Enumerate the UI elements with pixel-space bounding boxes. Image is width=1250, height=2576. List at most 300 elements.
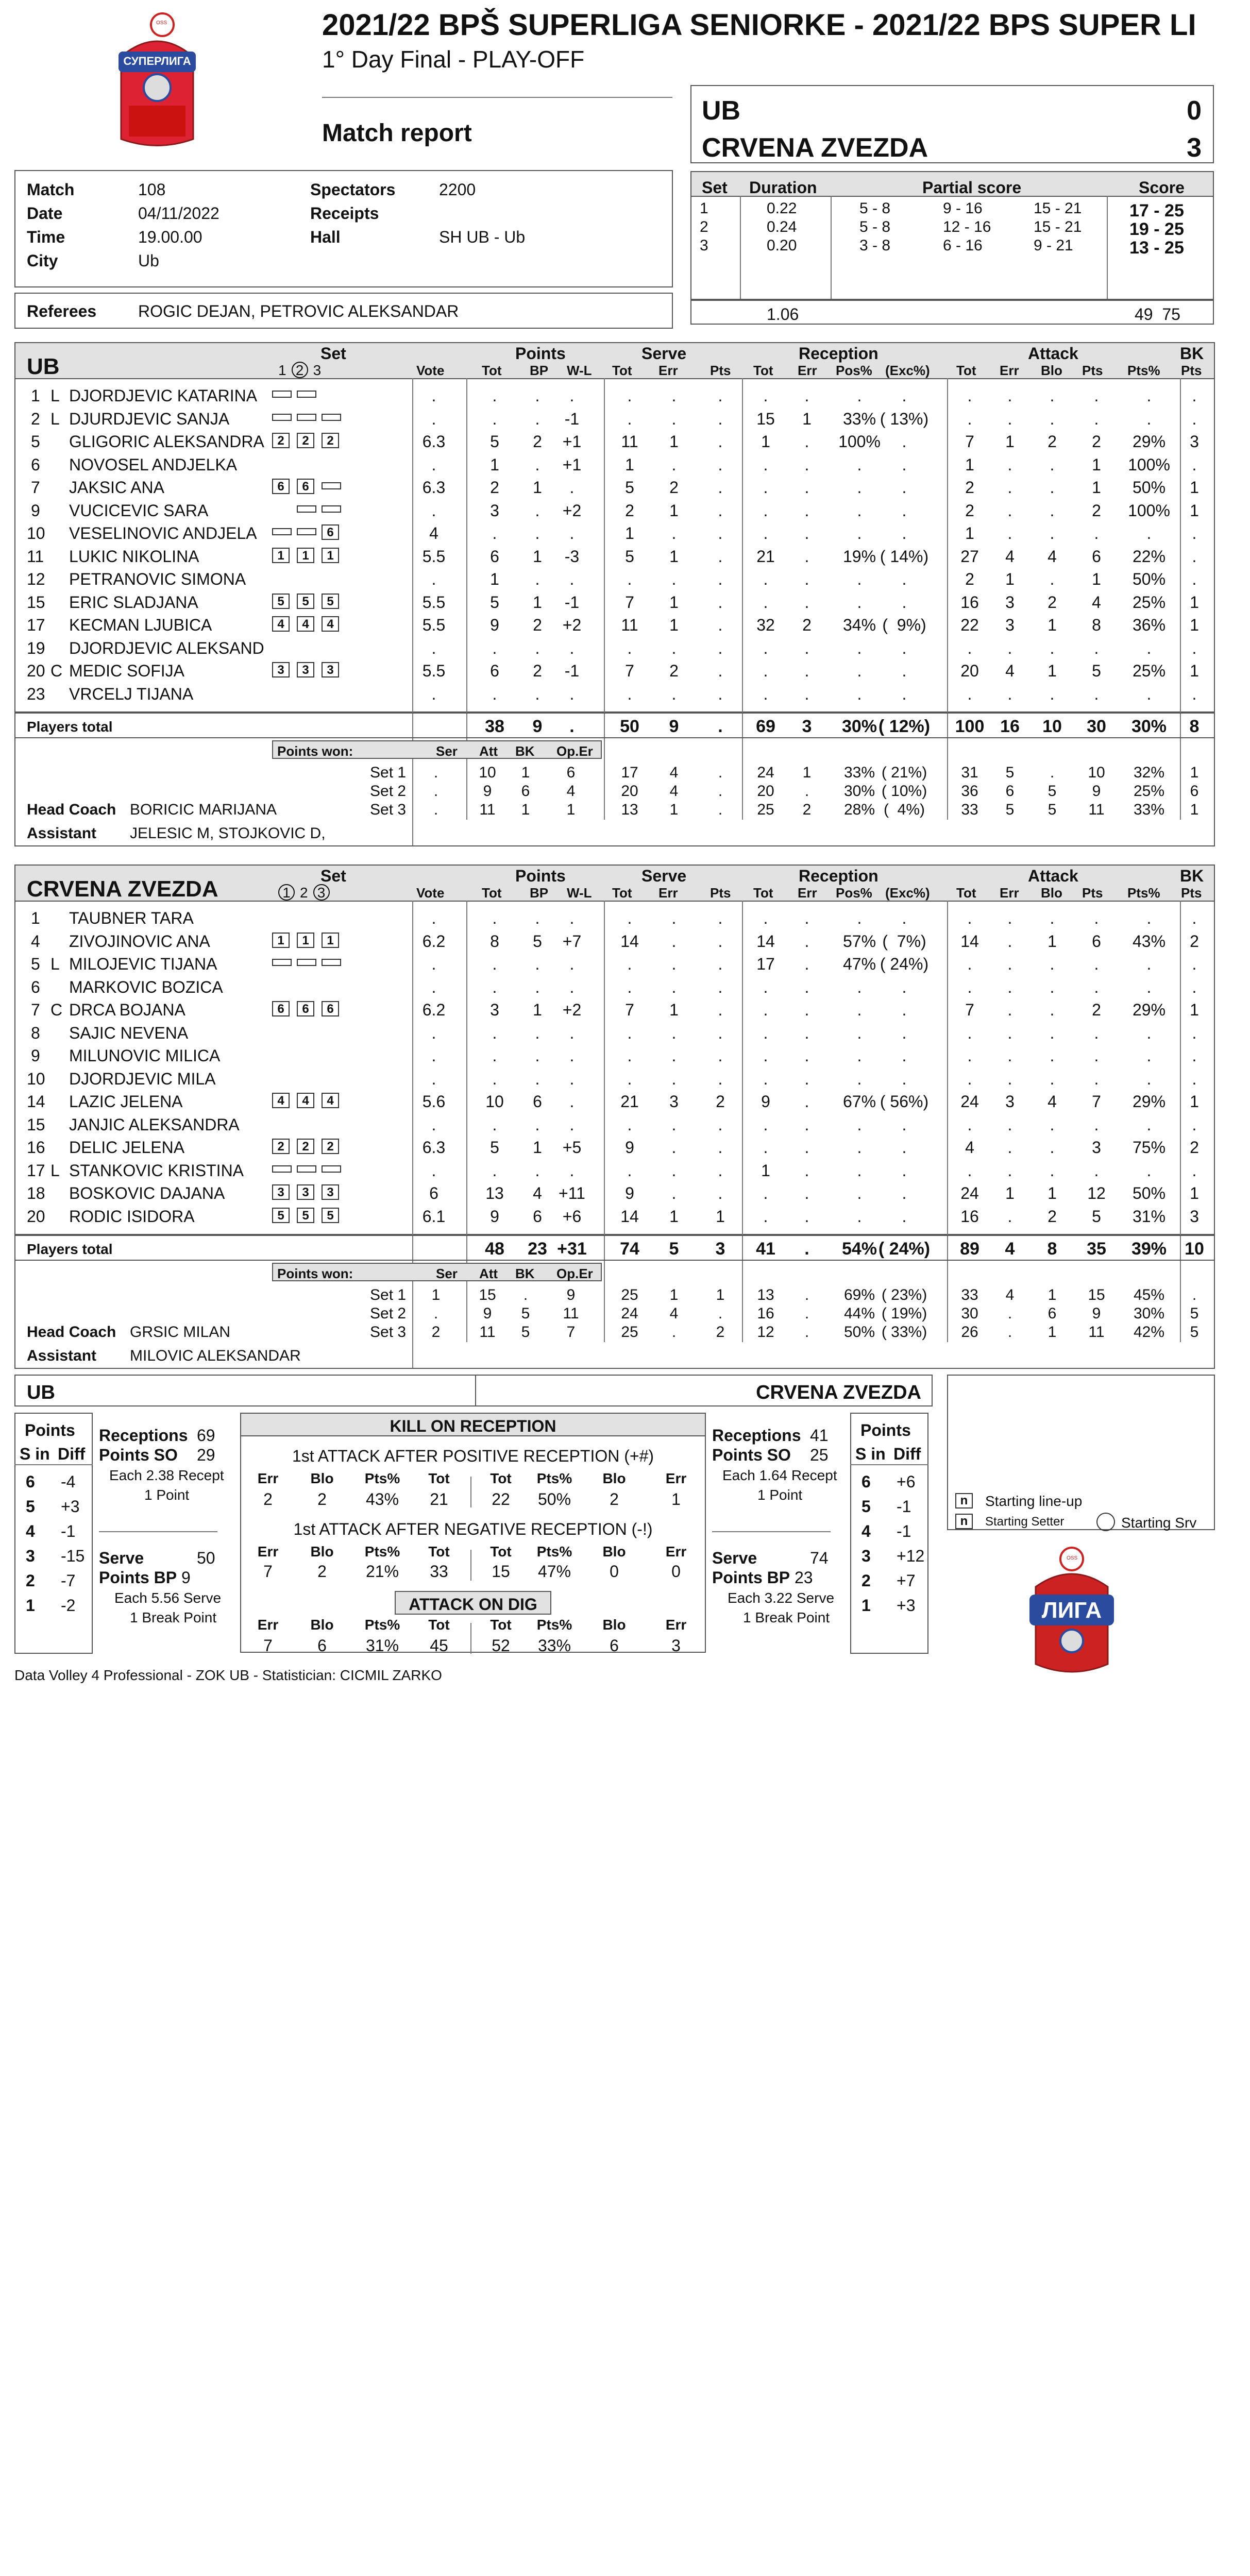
- points-bp-label: Points BP: [712, 1568, 790, 1587]
- set-att: 10: [479, 764, 496, 781]
- player-role: L: [50, 1161, 60, 1180]
- kill-value: 45: [430, 1636, 448, 1655]
- stat-pos: .: [857, 501, 862, 520]
- col-sub-err: Err: [1000, 363, 1019, 378]
- each-serve-point: 1 Break Point: [130, 1609, 217, 1625]
- stat-tot: 13: [485, 1184, 504, 1202]
- stat-exc: .: [902, 386, 907, 405]
- set-att: 11: [479, 801, 496, 818]
- set-serr: 4: [669, 1305, 679, 1322]
- kill-col-header: Pts%: [536, 1544, 572, 1560]
- substitute-marker: [297, 528, 316, 535]
- stat-bk: .: [1192, 909, 1197, 927]
- stat-wl: +11: [559, 1184, 585, 1202]
- stat-bk: .: [1192, 1161, 1197, 1180]
- stat-atot: 7: [965, 1001, 974, 1019]
- stat-bp: 5: [533, 931, 542, 951]
- lineup-position: 1: [297, 548, 314, 563]
- stat-serr: 3: [669, 1092, 679, 1111]
- player-number: 8: [31, 1023, 40, 1042]
- stat-atot: 2: [965, 570, 974, 588]
- stat-tot: .: [492, 1161, 497, 1180]
- stat-rtot: 1: [761, 432, 770, 451]
- lineup-position: 5: [272, 594, 290, 609]
- stat-atot: .: [967, 909, 972, 927]
- set-partial-3: 15 - 21: [1034, 200, 1082, 217]
- stat-wl: +2: [562, 616, 582, 634]
- set-exc: ( 4%): [883, 801, 925, 818]
- set-serr: 1: [669, 1286, 679, 1303]
- col-sub-bp: BP: [530, 885, 549, 901]
- total-score: 49 75: [1135, 305, 1180, 324]
- substitute-marker: [272, 1165, 292, 1173]
- kill-col-header: Blo: [602, 1617, 626, 1633]
- stat-spts: .: [718, 1161, 723, 1180]
- stat-aerr: .: [1007, 501, 1012, 520]
- set-partial-3: 9 - 21: [1034, 237, 1073, 254]
- stat-stot: .: [627, 409, 632, 428]
- lineup-position: 4: [272, 1093, 290, 1108]
- stat-rtot: .: [763, 592, 768, 612]
- stat-bp: .: [535, 1161, 540, 1180]
- stat-vote: 6: [429, 1184, 438, 1202]
- stat-exc: .: [902, 501, 907, 520]
- stat-spts: .: [718, 592, 723, 612]
- stat-wl: +7: [562, 931, 582, 951]
- kill-col-header: Tot: [428, 1617, 450, 1633]
- stat-aerr: .: [1007, 1023, 1012, 1042]
- stat-vote: .: [431, 684, 436, 703]
- stat-rtot: .: [763, 524, 768, 543]
- stat-aerr: .: [1007, 1115, 1012, 1134]
- stat-tot: 3: [490, 1001, 499, 1019]
- col-sub-ptsp: Pts%: [1127, 363, 1160, 378]
- set-atot: 33: [961, 1286, 978, 1303]
- col-sub-wl: W-L: [567, 363, 592, 378]
- stat-atot: .: [967, 1115, 972, 1134]
- lineup-position: 5: [272, 1208, 290, 1223]
- stat-pos: .: [857, 1046, 862, 1065]
- set-rtot: 20: [757, 783, 774, 800]
- stat-spts: .: [718, 1046, 723, 1065]
- total-serr: 5: [669, 1239, 679, 1259]
- stat-tot: 5: [490, 1138, 499, 1157]
- stat-exc: .: [902, 1001, 907, 1019]
- stat-stot: 7: [625, 1001, 634, 1019]
- rotation-number: 6: [26, 1472, 35, 1491]
- assistant-name: MILOVIC ALEKSANDAR: [130, 1347, 301, 1364]
- stat-rtot: .: [763, 501, 768, 520]
- total-pos: 30%: [841, 717, 877, 736]
- total-apts: 30: [1087, 717, 1106, 736]
- stat-ablo: .: [1050, 1115, 1055, 1134]
- stat-spts: .: [718, 501, 723, 520]
- stat-exc: .: [902, 638, 907, 657]
- kill-value: 2: [317, 1490, 327, 1509]
- stat-rtot: 17: [756, 955, 775, 973]
- stat-spts: .: [718, 1001, 723, 1019]
- stat-bp: 4: [533, 1184, 542, 1202]
- points-won-col-bk: BK: [515, 1266, 535, 1281]
- col-sub-pts: Pts: [1181, 363, 1202, 378]
- kill-value: 0: [671, 1562, 681, 1581]
- rotation-number: 3: [26, 1547, 35, 1565]
- rotation-diff: +6: [897, 1472, 916, 1491]
- stat-rtot: 21: [756, 547, 775, 566]
- total-bp: 9: [532, 717, 543, 736]
- stat-stot: .: [627, 570, 632, 588]
- stat-ablo: 1: [1048, 662, 1057, 680]
- stat-bp: 1: [533, 592, 542, 612]
- lineup-position: 3: [272, 1184, 290, 1200]
- stat-serr: .: [671, 386, 677, 405]
- rotation-diff: +7: [897, 1571, 916, 1590]
- stat-aerr: .: [1007, 1207, 1012, 1226]
- stat-wl: .: [569, 638, 575, 657]
- set-exc: ( 23%): [881, 1286, 927, 1303]
- date-label: Date: [27, 204, 63, 223]
- lineup-position: 6: [272, 1001, 290, 1016]
- set-rerr: .: [804, 783, 809, 800]
- stat-tot: 1: [490, 455, 499, 474]
- kill-value: 52: [492, 1636, 510, 1655]
- stat-bk: .: [1192, 1069, 1197, 1088]
- stat-tot: 5: [490, 432, 499, 451]
- lineup-position: 2: [272, 1139, 290, 1154]
- rotation-sin-label: S in: [20, 1445, 50, 1463]
- stat-atot: .: [967, 1069, 972, 1088]
- footer-text: Data Volley 4 Professional - ZOK UB - Statistician: CICMIL ZARKO: [14, 1667, 442, 1683]
- points-bp-value: 23: [795, 1568, 813, 1587]
- stat-appct: 50%: [1132, 570, 1166, 588]
- stat-apts: .: [1094, 1161, 1099, 1180]
- kill-col-header: Err: [665, 1617, 687, 1633]
- set-serr: 4: [669, 783, 679, 800]
- set-serr: 4: [669, 764, 679, 781]
- stat-serr: .: [671, 409, 677, 428]
- total-appct: 39%: [1131, 1239, 1167, 1259]
- player-name: DJORDJEVIC ALEKSAND: [69, 638, 264, 657]
- kill-value: 15: [492, 1562, 510, 1581]
- title-divider: [322, 97, 672, 98]
- stat-wl: .: [569, 524, 575, 543]
- match-city: Ub: [138, 251, 159, 270]
- set-oper: 1: [566, 801, 576, 818]
- set-label: Set 1: [370, 764, 407, 781]
- negative-title: 1st ATTACK AFTER NEGATIVE RECEPTION (-!): [293, 1520, 653, 1538]
- kill-value: 7: [263, 1636, 273, 1655]
- stat-appct: 22%: [1132, 547, 1166, 566]
- away-team-name: CRVENA ZVEZDA: [702, 133, 928, 163]
- stat-serr: .: [671, 977, 677, 996]
- set-number: 2: [700, 218, 708, 235]
- set-mark-3: 3: [313, 884, 330, 901]
- stat-stot: .: [627, 684, 632, 703]
- liga-logo-text: ЛИГА: [1041, 1598, 1102, 1623]
- stat-vote: .: [431, 455, 436, 474]
- match-date: 04/11/2022: [138, 204, 219, 223]
- stat-bp: 1: [533, 1001, 542, 1019]
- stat-wl: .: [569, 684, 575, 703]
- stat-appct: .: [1146, 955, 1152, 973]
- head-coach-label: Head Coach: [27, 1324, 116, 1341]
- col-sub-tot: Tot: [753, 363, 773, 378]
- hall-label: Hall: [310, 228, 341, 246]
- stat-bp: 1: [533, 1138, 542, 1157]
- each-serve: Each 5.56 Serve: [114, 1590, 222, 1606]
- stat-pos: .: [857, 909, 862, 927]
- stat-aerr: .: [1007, 478, 1012, 497]
- stat-vote: 5.5: [422, 616, 446, 634]
- lineup-position: 1: [322, 548, 339, 563]
- substitute-marker: [297, 1165, 316, 1173]
- rotation-diff: +12: [897, 1547, 925, 1565]
- stat-appct: 31%: [1132, 1207, 1166, 1226]
- stat-apts: 2: [1092, 1001, 1101, 1019]
- col-sub-pts: Pts: [1181, 885, 1202, 901]
- rotation-diff: -2: [61, 1596, 76, 1615]
- col-sub-bp: BP: [530, 363, 549, 378]
- sets-header-set: Set: [702, 178, 728, 197]
- stat-aerr: .: [1007, 1001, 1012, 1019]
- stat-tot: .: [492, 684, 497, 703]
- kill-value: 50%: [537, 1490, 571, 1509]
- stat-pos: 33%: [842, 409, 876, 428]
- stat-pos: .: [857, 1069, 862, 1088]
- lineup-position: 3: [297, 1184, 314, 1200]
- kill-value: 1: [671, 1490, 681, 1509]
- match-info-box: [14, 170, 673, 287]
- positive-title: 1st ATTACK AFTER POSITIVE RECEPTION (+#): [292, 1447, 654, 1465]
- stat-rerr: .: [804, 931, 809, 951]
- stat-appct: 29%: [1132, 432, 1166, 451]
- set-rtot: 12: [757, 1324, 774, 1341]
- stat-wl: -1: [564, 662, 580, 680]
- stat-exc: .: [902, 909, 907, 927]
- set-bk2: 6: [1190, 783, 1199, 800]
- set-appct: 45%: [1133, 1286, 1165, 1303]
- stat-appct: .: [1146, 638, 1152, 657]
- stat-rerr: .: [804, 638, 809, 657]
- rotation-number: 3: [862, 1547, 871, 1565]
- stat-vote: 5.5: [422, 662, 446, 680]
- stat-ablo: .: [1050, 478, 1055, 497]
- rotation-number: 5: [862, 1497, 871, 1516]
- spectators-label: Spectators: [310, 180, 396, 199]
- stat-spts: .: [718, 638, 723, 657]
- stat-pos: .: [857, 1161, 862, 1180]
- stat-rtot: .: [763, 909, 768, 927]
- stat-pos: 100%: [838, 432, 881, 451]
- stat-wl: +1: [562, 432, 582, 451]
- kill-col-header: Err: [257, 1470, 279, 1486]
- stat-wl: +2: [562, 1001, 582, 1019]
- total-stot: 50: [620, 717, 639, 736]
- stat-aerr: 4: [1005, 547, 1015, 566]
- stat-spts: .: [718, 931, 723, 951]
- stat-bk: .: [1192, 1023, 1197, 1042]
- stat-bk: .: [1192, 455, 1197, 474]
- points-won-label: Points won:: [277, 1266, 353, 1281]
- set-ablo: 1: [1048, 1324, 1057, 1341]
- stat-bk: 1: [1190, 1001, 1199, 1019]
- set-spts: .: [718, 764, 723, 781]
- stat-aerr: .: [1007, 638, 1012, 657]
- stat-spts: .: [718, 955, 723, 973]
- lineup-position: 1: [322, 933, 339, 948]
- stat-vote: .: [431, 909, 436, 927]
- stat-exc: .: [902, 1023, 907, 1042]
- stat-pos: .: [857, 684, 862, 703]
- player-number: 18: [27, 1184, 45, 1202]
- stat-apts: 2: [1092, 501, 1101, 520]
- stat-stot: 5: [625, 478, 634, 497]
- stat-rtot: .: [763, 1207, 768, 1226]
- stat-pos: .: [857, 386, 862, 405]
- col-sub-tot: Tot: [612, 885, 632, 901]
- set-ser: 2: [431, 1324, 441, 1341]
- stat-atot: .: [967, 955, 972, 973]
- lineup-position: 6: [272, 479, 290, 494]
- stat-atot: 24: [960, 1184, 979, 1202]
- stat-atot: .: [967, 409, 972, 428]
- set-oper: 11: [563, 1305, 579, 1322]
- total-spts: .: [718, 717, 723, 736]
- legend-lineup-box: n: [955, 1493, 973, 1509]
- lineup-position: 2: [322, 1139, 339, 1154]
- col-sub-pts: Pts: [1082, 363, 1103, 378]
- assistant-label: Assistant: [27, 825, 97, 842]
- team-name: UB: [27, 354, 60, 379]
- stat-ablo: .: [1050, 977, 1055, 996]
- stat-bk: 1: [1190, 592, 1199, 612]
- total-tot: 48: [485, 1239, 504, 1259]
- stat-atot: .: [967, 638, 972, 657]
- stat-stot: .: [627, 1046, 632, 1065]
- set-atot: 30: [961, 1305, 978, 1322]
- each-reception-point: 1 Point: [757, 1487, 803, 1503]
- set-exc: ( 33%): [881, 1324, 927, 1341]
- substitute-marker: [272, 414, 292, 421]
- stat-ablo: .: [1050, 455, 1055, 474]
- serve-value: 74: [810, 1549, 829, 1567]
- stat-rerr: .: [804, 432, 809, 451]
- stat-apts: .: [1094, 1115, 1099, 1134]
- set-exc: ( 10%): [881, 783, 927, 800]
- total-apts: 35: [1087, 1239, 1106, 1259]
- set-oper: 6: [566, 764, 576, 781]
- head-coach-label: Head Coach: [27, 801, 116, 818]
- kill-col-header: Tot: [490, 1544, 512, 1560]
- stat-ablo: 1: [1048, 931, 1057, 951]
- rotation-diff: +3: [61, 1497, 80, 1516]
- set-ablo: .: [1050, 764, 1055, 781]
- stat-wl: +2: [562, 501, 582, 520]
- set-apts: 9: [1092, 783, 1101, 800]
- rotation-sin-label: S in: [855, 1445, 886, 1463]
- points-so-value: 25: [810, 1446, 829, 1464]
- stat-bp: 6: [533, 1207, 542, 1226]
- kill-value: 7: [263, 1562, 273, 1581]
- stat-vote: .: [431, 1161, 436, 1180]
- stat-rerr: .: [804, 570, 809, 588]
- substitute-marker: [297, 391, 316, 398]
- set-label: Set 3: [370, 801, 407, 818]
- kill-col-header: Blo: [310, 1544, 334, 1560]
- stat-serr: .: [671, 684, 677, 703]
- stat-rerr: .: [804, 1023, 809, 1042]
- stat-spts: .: [718, 432, 723, 451]
- stat-exc: ( 24%): [880, 955, 929, 973]
- points-won-col-att: Att: [479, 743, 498, 759]
- stat-tot: 9: [490, 616, 499, 634]
- lineup-position: 4: [322, 1093, 339, 1108]
- substitute-marker: [272, 391, 292, 398]
- stat-stot: 14: [620, 931, 639, 951]
- col-points: Points: [515, 344, 566, 363]
- kill-value: 2: [263, 1490, 273, 1509]
- assistant-name: JELESIC M, STOJKOVIC D,: [130, 825, 326, 842]
- serve-label: Serve: [99, 1549, 144, 1567]
- stat-ablo: .: [1050, 386, 1055, 405]
- set-partial-2: 12 - 16: [943, 218, 991, 235]
- col-reception: Reception: [799, 344, 879, 363]
- lineup-position: 3: [322, 1184, 339, 1200]
- breakdown-divider: [412, 759, 413, 845]
- stat-bp: 2: [533, 616, 542, 634]
- set-ablo: 5: [1048, 801, 1057, 818]
- stat-wl: +5: [562, 1138, 582, 1157]
- stat-stot: 9: [625, 1138, 634, 1157]
- player-name: KECMAN LJUBICA: [69, 616, 212, 634]
- referees-label: Referees: [27, 302, 97, 320]
- stat-appct: .: [1146, 1046, 1152, 1065]
- stat-rerr: .: [804, 977, 809, 996]
- stat-bp: 1: [533, 547, 542, 566]
- player-name: LAZIC JELENA: [69, 1092, 183, 1111]
- rotation-diff: +3: [897, 1596, 916, 1615]
- player-role: C: [50, 1001, 63, 1019]
- result-box: [690, 85, 1214, 163]
- stat-rtot: .: [763, 570, 768, 588]
- stat-ablo: .: [1050, 1001, 1055, 1019]
- set-atot: 36: [961, 783, 978, 800]
- stat-bk: .: [1192, 547, 1197, 566]
- stat-apts: .: [1094, 409, 1099, 428]
- stat-bp: 2: [533, 432, 542, 451]
- assistant-label: Assistant: [27, 1347, 97, 1364]
- stat-apts: 7: [1092, 1092, 1101, 1111]
- stat-appct: .: [1146, 1069, 1152, 1088]
- sets-total-box: [690, 300, 1214, 325]
- stat-apts: 2: [1092, 432, 1101, 451]
- rotation-diff: -1: [61, 1522, 76, 1540]
- stat-spts: .: [718, 977, 723, 996]
- stat-serr: .: [671, 909, 677, 927]
- stat-bk: 3: [1190, 1207, 1199, 1226]
- stat-bp: .: [535, 1023, 540, 1042]
- total-bp: 23: [528, 1239, 547, 1259]
- lineup-position: 2: [322, 433, 339, 448]
- set-aerr: 6: [1005, 783, 1015, 800]
- stat-ablo: .: [1050, 1023, 1055, 1042]
- total-bk: 10: [1185, 1239, 1204, 1259]
- stat-apts: .: [1094, 955, 1099, 973]
- stat-bk: .: [1192, 684, 1197, 703]
- stat-apts: .: [1094, 1069, 1099, 1088]
- stat-wl: .: [569, 1161, 575, 1180]
- player-role: C: [50, 662, 63, 680]
